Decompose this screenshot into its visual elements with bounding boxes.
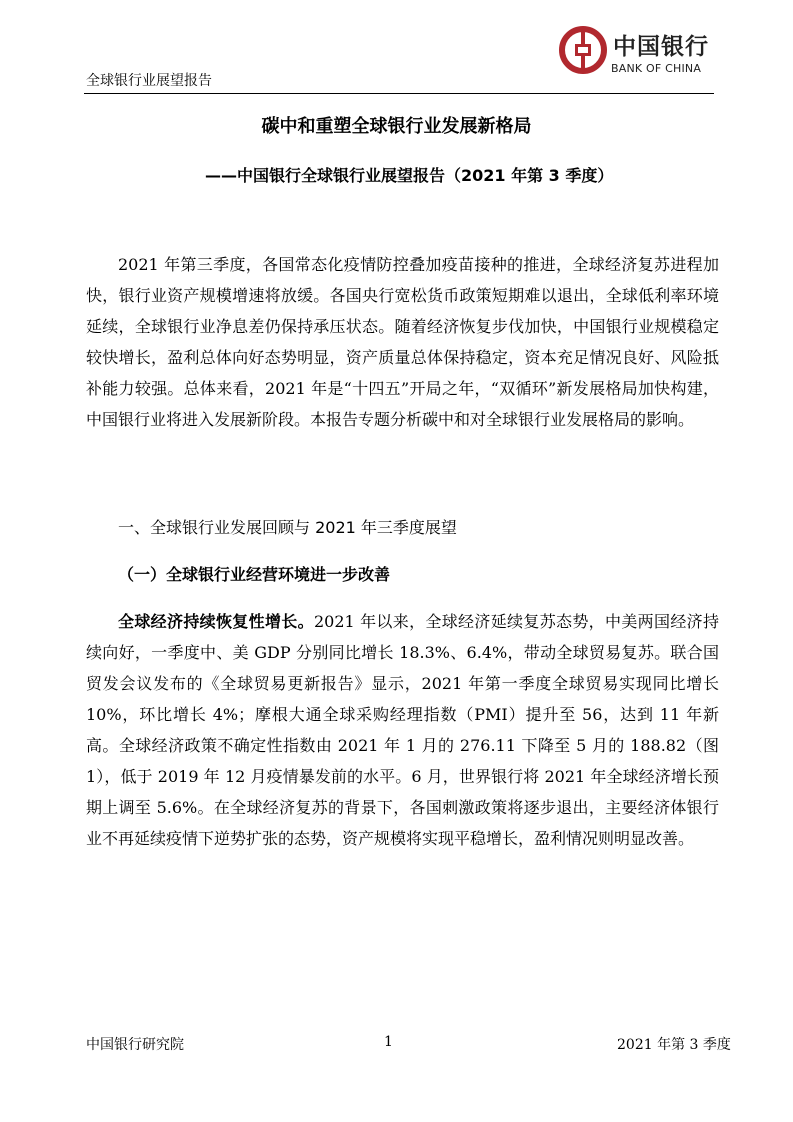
section-heading: 一、全球银行业发展回顾与 2021 年三季度展望 <box>118 518 457 537</box>
footer-institute: 中国银行研究院 <box>86 1037 184 1053</box>
footer-page-number: 1 <box>384 1034 393 1050</box>
section-body <box>86 606 719 854</box>
header-divider <box>84 93 714 94</box>
bank-logo <box>559 26 719 86</box>
document-subtitle: ——中国银行全球银行业展望报告（2021 年第 3 季度） <box>205 166 614 185</box>
subsection-heading: （一）全球银行业经营环境进一步改善 <box>118 565 391 584</box>
logo-english-name: BANK OF CHINA <box>611 62 702 75</box>
paragraph-lead: 全球经济持续恢复性增长。 <box>118 612 314 631</box>
intro-section <box>86 249 719 435</box>
logo-chinese-name: 中国银行 <box>613 33 709 60</box>
paragraph-text: 2021 年以来，全球经济延续复苏态势，中美两国经济持续向好，一季度中、美 GDP 分别同比增长 18.3%、6.4%，带动全球贸易复苏。联合国贸发会议发布的《全球贸易更新报告》显示，2021 年第一季度全球贸易实现同比增长 10%，环比增长 4%；摩根大通全球采购经理指数（PMI）提升至 56，达到 11 年新高。全球经济政策不确定性指数由 2021 年 1 月的 276.11 下降至 5 月的 188.82（图 1），低于 2019 年 12 月疫情暴发前的水平。6 月，世界银行将 2021 年全球经济增长预期上调至 5.6%。在全球经济复苏的背景下，各国刺激政策将逐步退出，主要经济体银行业不再延续疫情下逆势扩张的态势，资产规模将实现平稳增长，盈利情况则明显改善。 <box>86 612 719 848</box>
bank-of-china-emblem-icon <box>559 26 607 74</box>
body-paragraph <box>86 606 719 854</box>
document-title: 碳中和重塑全球银行业发展新格局 <box>261 116 532 137</box>
header-report-name: 全球银行业展望报告 <box>86 73 212 89</box>
footer-period: 2021 年第 3 季度 <box>617 1037 731 1053</box>
intro-paragraph: 2021 年第三季度，各国常态化疫情防控叠加疫苗接种的推进，全球经济复苏进程加快，银行业资产规模增速将放缓。各国央行宽松货币政策短期难以退出，全球低利率环境延续，全球银行业净息差仍保持承压状态。随着经济恢复步伐加快，中国银行业规模稳定较快增长，盈利总体向好态势明显，资产质量总体保持稳定，资本充足情况良好、风险抵补能力较强。总体来看，2021 年是“十四五”开局之年，“双循环”新发展格局加快构建，中国银行业将进入发展新阶段。本报告专题分析碳中和对全球银行业发展格局的影响。 <box>86 255 719 429</box>
